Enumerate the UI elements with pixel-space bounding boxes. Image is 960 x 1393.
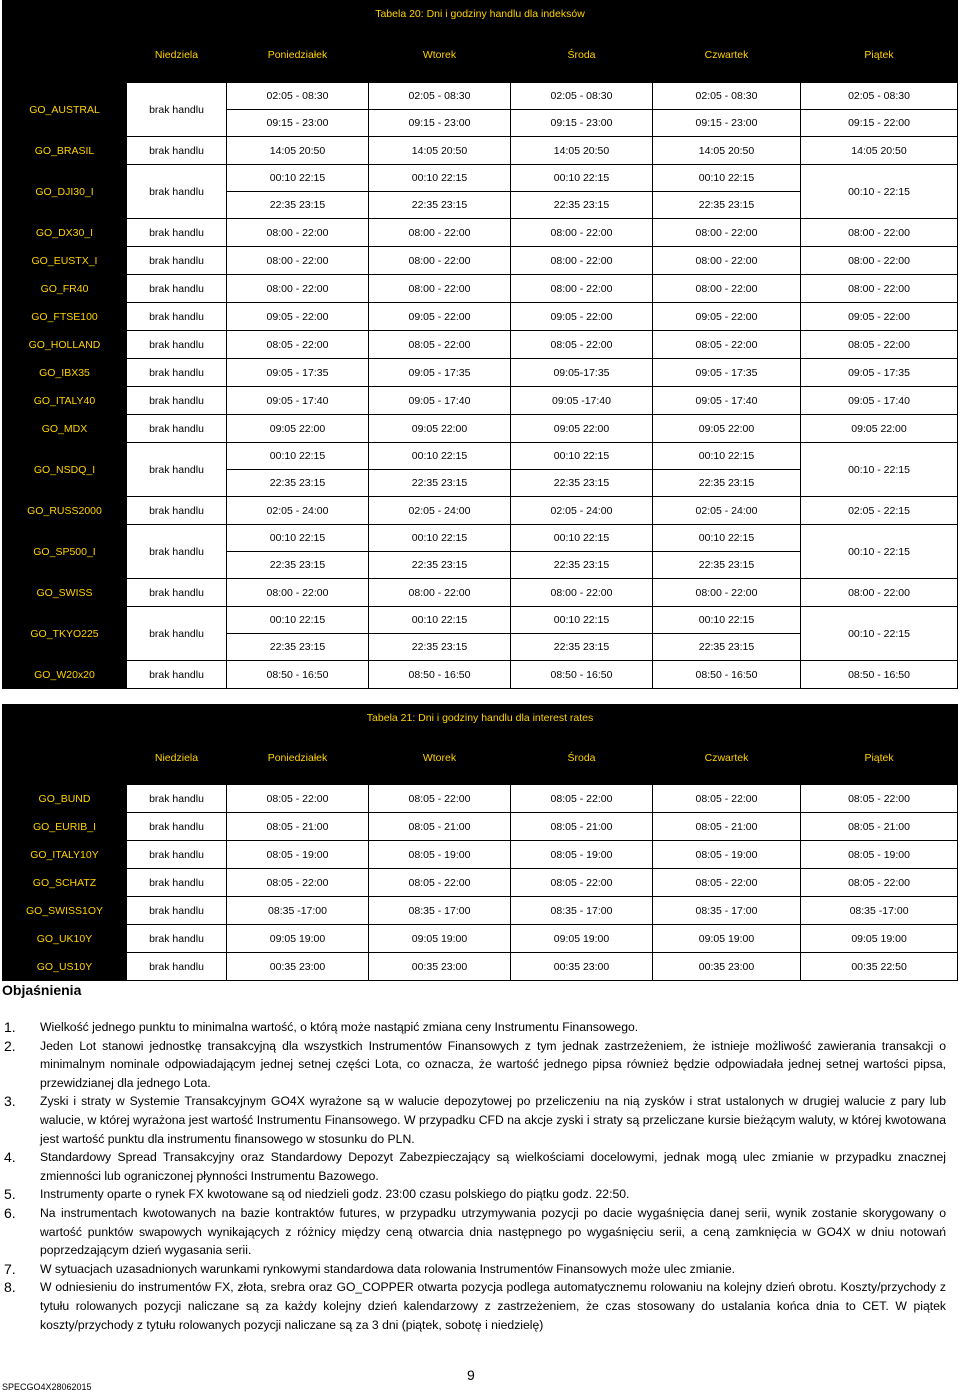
hours-cell: 09:05 - 22:00 (801, 303, 958, 331)
table-row (3, 785, 958, 813)
hours-cell: 08:05 - 22:00 (369, 785, 511, 813)
header-day: Czwartek (653, 732, 801, 785)
hours-cell: 22:35 23:15 (511, 470, 653, 497)
note-number: 8. (4, 1279, 16, 1296)
sunday-cell: brak handlu (127, 579, 227, 607)
instrument-name: GO_ITALY40 (3, 387, 127, 415)
hours-cell: 09:05 - 17:35 (653, 359, 801, 387)
sunday-cell: brak handlu (127, 331, 227, 359)
instrument-name: GO_SWISS1OY (3, 897, 127, 925)
hours-cell: 08:05 - 21:00 (511, 813, 653, 841)
hours-cell: 08:00 - 22:00 (369, 275, 511, 303)
instrument-name: GO_HOLLAND (3, 331, 127, 359)
hours-cell: 00:10 22:15 (369, 607, 511, 634)
hours-cell: 22:35 23:15 (511, 192, 653, 219)
hours-cell: 08:05 - 19:00 (369, 841, 511, 869)
sunday-cell: brak handlu (127, 661, 227, 689)
sunday-cell: brak handlu (127, 869, 227, 897)
table-row (3, 525, 958, 552)
header-day: Czwartek (653, 28, 801, 83)
table-row (3, 953, 958, 981)
hours-cell: 08:35 - 17:00 (369, 897, 511, 925)
header-corner (3, 28, 127, 83)
hours-cell: 09:05 19:00 (653, 925, 801, 953)
table-row (3, 247, 958, 275)
hours-cell: 00:35 23:00 (653, 953, 801, 981)
hours-cell: 02:05 - 08:30 (227, 83, 369, 110)
note-number: 3. (4, 1093, 16, 1110)
table-title: Tabela 21: Dni i godziny handlu dla interest rates (3, 705, 958, 732)
hours-cell: 00:10 22:15 (227, 525, 369, 552)
hours-cell: 08:00 - 22:00 (801, 579, 958, 607)
hours-cell: 22:35 23:15 (511, 552, 653, 579)
table-row (3, 137, 958, 165)
header-day: Poniedziałek (227, 732, 369, 785)
hours-cell: 09:05 - 22:00 (653, 303, 801, 331)
hours-cell: 08:05 - 19:00 (801, 841, 958, 869)
hours-cell: 08:05 - 22:00 (511, 331, 653, 359)
table-row (3, 607, 958, 634)
hours-cell: 22:35 23:15 (653, 552, 801, 579)
hours-cell: 02:05 - 24:00 (653, 497, 801, 525)
instrument-name: GO_SWISS (3, 579, 127, 607)
instrument-name: GO_NSDQ_I (3, 443, 127, 497)
note-item (4, 1260, 946, 1279)
hours-cell: 22:35 23:15 (511, 634, 653, 661)
hours-cell: 22:35 23:15 (369, 192, 511, 219)
hours-cell: 00:10 22:15 (653, 165, 801, 192)
note-item (4, 1092, 946, 1148)
hours-cell: 22:35 23:15 (653, 470, 801, 497)
hours-cell: 00:10 22:15 (511, 165, 653, 192)
table-row (3, 359, 958, 387)
hours-cell: 22:35 23:15 (369, 470, 511, 497)
note-text: Instrumenty oparte o rynek FX kwotowane są od niedzieli godz. 23:00 czasu polskiego do piątku godz. 22:50. (40, 1187, 630, 1202)
hours-cell: 08:00 - 22:00 (801, 275, 958, 303)
sunday-cell: brak handlu (127, 813, 227, 841)
page-number: 9 (467, 1367, 475, 1383)
instrument-name: GO_US10Y (3, 953, 127, 981)
note-item (4, 1204, 946, 1260)
hours-cell: 08:05 - 19:00 (653, 841, 801, 869)
hours-cell: 08:00 - 22:00 (227, 275, 369, 303)
hours-cell: 08:35 -17:00 (227, 897, 369, 925)
hours-cell: 00:35 23:00 (369, 953, 511, 981)
sunday-cell: brak handlu (127, 275, 227, 303)
sunday-cell: brak handlu (127, 219, 227, 247)
sunday-cell: brak handlu (127, 897, 227, 925)
hours-cell: 09:15 - 23:00 (511, 110, 653, 137)
note-number: 5. (4, 1186, 16, 1203)
table-title-row (3, 705, 958, 732)
hours-cell: 08:50 - 16:50 (227, 661, 369, 689)
header-day: Środa (511, 28, 653, 83)
hours-cell: 09:05 - 17:35 (227, 359, 369, 387)
table-title: Tabela 20: Dni i godziny handlu dla indeksów (3, 1, 958, 28)
instrument-name: GO_AUSTRAL (3, 83, 127, 137)
hours-cell: 08:00 - 22:00 (653, 247, 801, 275)
table-row (3, 83, 958, 110)
sunday-cell: brak handlu (127, 443, 227, 497)
note-text: Jeden Lot stanowi jednostkę transakcyjną dla wszystkich Instrumentów Finansowych z tym jednak zastrzeżeniem, że istnieje możliwość zawierania transakcji o minimalnym nominale odpowiadającym jednej setnej części Lota, co oznacza, że wartość jednego pipsa również będzie odpowiadała jednej setnej wartości pipsa, przewidzianej dla jednego Lota. (40, 1038, 946, 1090)
sunday-cell: brak handlu (127, 925, 227, 953)
hours-cell: 08:05 - 22:00 (227, 869, 369, 897)
hours-cell: 08:00 - 22:00 (511, 275, 653, 303)
table-row (3, 331, 958, 359)
hours-cell: 09:05 - 17:40 (227, 387, 369, 415)
hours-cell: 08:35 - 17:00 (511, 897, 653, 925)
sunday-cell: brak handlu (127, 83, 227, 137)
note-item (4, 1018, 946, 1037)
hours-cell: 08:05 - 22:00 (801, 785, 958, 813)
instrument-name: GO_EURIB_I (3, 813, 127, 841)
hours-cell: 00:10 22:15 (227, 443, 369, 470)
hours-cell: 22:35 23:15 (369, 552, 511, 579)
table-title-row (3, 1, 958, 28)
hours-cell: 08:00 - 22:00 (227, 247, 369, 275)
note-item (4, 1185, 946, 1204)
header-day: Środa (511, 732, 653, 785)
hours-cell: 08:00 - 22:00 (801, 219, 958, 247)
hours-cell: 09:05 22:00 (369, 415, 511, 443)
hours-cell: 08:05 - 21:00 (801, 813, 958, 841)
sunday-cell: brak handlu (127, 785, 227, 813)
hours-cell: 00:35 23:00 (511, 953, 653, 981)
hours-cell: 08:05 - 21:00 (369, 813, 511, 841)
hours-cell: 09:05 19:00 (511, 925, 653, 953)
hours-cell: 22:35 23:15 (653, 192, 801, 219)
note-number: 4. (4, 1149, 16, 1166)
hours-cell: 14:05 20:50 (801, 137, 958, 165)
hours-cell: 02:05 - 24:00 (227, 497, 369, 525)
note-number: 7. (4, 1260, 16, 1277)
friday-cell: 00:10 - 22:15 (801, 525, 958, 579)
hours-cell: 08:05 - 22:00 (653, 785, 801, 813)
table-row (3, 813, 958, 841)
hours-cell: 08:50 - 16:50 (511, 661, 653, 689)
hours-cell: 08:05 - 22:00 (511, 785, 653, 813)
hours-cell: 00:10 22:15 (653, 443, 801, 470)
instrument-name: GO_BUND (3, 785, 127, 813)
hours-cell: 22:35 23:15 (653, 634, 801, 661)
instrument-name: GO_FTSE100 (3, 303, 127, 331)
friday-cell: 00:10 - 22:15 (801, 165, 958, 219)
table-row (3, 165, 958, 192)
friday-cell: 00:10 - 22:15 (801, 443, 958, 497)
hours-cell: 22:35 23:15 (369, 634, 511, 661)
table-row (3, 925, 958, 953)
hours-cell: 08:00 - 22:00 (227, 579, 369, 607)
table-row (3, 897, 958, 925)
hours-cell: 02:05 - 08:30 (653, 83, 801, 110)
hours-cell: 08:00 - 22:00 (369, 579, 511, 607)
header-day: Wtorek (369, 732, 511, 785)
hours-cell: 00:10 22:15 (653, 607, 801, 634)
hours-cell: 08:05 - 22:00 (801, 331, 958, 359)
hours-cell: 00:10 22:15 (511, 443, 653, 470)
header-row (3, 732, 958, 785)
sunday-cell: brak handlu (127, 607, 227, 661)
hours-cell: 09:05 22:00 (801, 415, 958, 443)
sunday-cell: brak handlu (127, 137, 227, 165)
instrument-name: GO_EUSTX_I (3, 247, 127, 275)
instrument-name: GO_MDX (3, 415, 127, 443)
note-text: Standardowy Spread Transakcyjny oraz Standardowy Depozyt Zabezpieczający są wielkościami docelowymi, jednak mogą ulec zmianie w przypadku znacznej zmienności lub ograniczonej płynności Instrumentu Bazowego. (40, 1150, 946, 1183)
hours-cell: 09:05 22:00 (511, 415, 653, 443)
table-interest-rates (2, 704, 958, 981)
hours-cell: 08:05 - 19:00 (511, 841, 653, 869)
instrument-name: GO_DX30_I (3, 219, 127, 247)
hours-cell: 08:05 - 22:00 (511, 869, 653, 897)
hours-cell: 09:05 19:00 (369, 925, 511, 953)
hours-cell: 08:00 - 22:00 (511, 219, 653, 247)
table-row (3, 579, 958, 607)
table-row (3, 219, 958, 247)
sunday-cell: brak handlu (127, 841, 227, 869)
hours-cell: 00:35 22:50 (801, 953, 958, 981)
hours-cell: 14:05 20:50 (653, 137, 801, 165)
hours-cell: 08:05 - 22:00 (653, 869, 801, 897)
instrument-name: GO_W20x20 (3, 661, 127, 689)
hours-cell: 08:05 - 21:00 (227, 813, 369, 841)
hours-cell: 09:05 19:00 (801, 925, 958, 953)
note-number: 2. (4, 1037, 16, 1054)
instrument-name: GO_DJI30_I (3, 165, 127, 219)
note-number: 1. (4, 1019, 16, 1035)
hours-cell: 02:05 - 08:30 (511, 83, 653, 110)
hours-cell: 09:15 - 23:00 (227, 110, 369, 137)
hours-cell: 00:10 22:15 (653, 525, 801, 552)
sunday-cell: brak handlu (127, 415, 227, 443)
header-day: Piątek (801, 732, 958, 785)
friday-cell: 00:10 - 22:15 (801, 607, 958, 661)
instrument-name: GO_BRASIL (3, 137, 127, 165)
header-row (3, 28, 958, 83)
header-corner (3, 732, 127, 785)
note-item (4, 1278, 946, 1334)
note-text: Wielkość jednego punktu to minimalna wartość, o którą może nastąpić zmiana ceny Instrumentu Finansowego. (40, 1020, 639, 1034)
hours-cell: 08:50 - 16:50 (653, 661, 801, 689)
hours-cell: 09:05 - 22:00 (369, 303, 511, 331)
hours-cell: 08:00 - 22:00 (653, 579, 801, 607)
hours-cell: 02:05 - 24:00 (369, 497, 511, 525)
hours-cell: 02:05 - 24:00 (511, 497, 653, 525)
note-item (4, 1037, 946, 1093)
hours-cell: 09:05 - 22:00 (511, 303, 653, 331)
hours-cell: 00:10 22:15 (369, 165, 511, 192)
instrument-name: GO_IBX35 (3, 359, 127, 387)
table-row (3, 387, 958, 415)
table-row (3, 661, 958, 689)
table-row (3, 275, 958, 303)
hours-cell: 09:15 - 23:00 (653, 110, 801, 137)
hours-cell: 08:05 - 22:00 (227, 331, 369, 359)
hours-cell: 08:00 - 22:00 (369, 219, 511, 247)
header-day: Wtorek (369, 28, 511, 83)
note-number: 6. (4, 1204, 16, 1221)
sunday-cell: brak handlu (127, 387, 227, 415)
hours-cell: 00:10 22:15 (369, 443, 511, 470)
note-item (4, 1148, 946, 1185)
note-text: W sytuacjach uzasadnionych warunkami rynkowymi standardowa data rolowania Instrumentów Finansowych może ulec zmianie. (40, 1261, 736, 1276)
instrument-name: GO_ITALY10Y (3, 841, 127, 869)
hours-cell: 22:35 23:15 (227, 192, 369, 219)
hours-cell: 08:00 - 22:00 (653, 275, 801, 303)
table-row (3, 497, 958, 525)
hours-cell: 00:10 22:15 (227, 607, 369, 634)
header-day: Piątek (801, 28, 958, 83)
hours-cell: 00:10 22:15 (369, 525, 511, 552)
hours-cell: 09:05-17:35 (511, 359, 653, 387)
sunday-cell: brak handlu (127, 359, 227, 387)
hours-cell: 09:05 -17:40 (511, 387, 653, 415)
hours-cell: 14:05 20:50 (369, 137, 511, 165)
explanations-list (4, 1018, 946, 1334)
sunday-cell: brak handlu (127, 497, 227, 525)
hours-cell: 08:05 - 22:00 (369, 331, 511, 359)
table-row (3, 303, 958, 331)
hours-cell: 08:00 - 22:00 (511, 579, 653, 607)
document-code: SPECGO4X28062015 (2, 1382, 92, 1392)
hours-cell: 08:05 - 22:00 (653, 331, 801, 359)
hours-cell: 09:05 - 22:00 (227, 303, 369, 331)
instrument-name: GO_RUSS2000 (3, 497, 127, 525)
hours-cell: 08:00 - 22:00 (227, 219, 369, 247)
hours-cell: 09:15 - 23:00 (369, 110, 511, 137)
hours-cell: 09:05 - 17:40 (801, 387, 958, 415)
hours-cell: 14:05 20:50 (227, 137, 369, 165)
table-indices (2, 0, 958, 689)
instrument-name: GO_SP500_I (3, 525, 127, 579)
note-text: W odniesieniu do instrumentów FX, złota, srebra oraz GO_COPPER otwarta pozycja podlega automatycznemu rolowaniu na kolejny dzień obrotu. Koszty/przychody z tytułu rolowanych pozycji naliczane są za każdy kolejny dzień kalendarzowy z zastrzeżeniem, że czas stosowany do ustalania końca dnia to CET. W piątek koszty/przychody z tytułu rolowanych pozycji naliczane są za 3 dni (piątek, sobotę i niedzielę) (40, 1280, 946, 1332)
hours-cell: 09:05 22:00 (653, 415, 801, 443)
hours-cell: 09:05 - 17:35 (801, 359, 958, 387)
instrument-name: GO_SCHATZ (3, 869, 127, 897)
hours-cell: 08:05 - 19:00 (227, 841, 369, 869)
hours-cell: 08:05 - 22:00 (227, 785, 369, 813)
hours-cell: 02:05 - 08:30 (369, 83, 511, 110)
header-day: Niedziela (127, 732, 227, 785)
hours-cell: 00:35 23:00 (227, 953, 369, 981)
hours-cell: 08:00 - 22:00 (801, 247, 958, 275)
hours-cell: 09:05 - 17:40 (369, 387, 511, 415)
hours-cell: 08:35 -17:00 (801, 897, 958, 925)
sunday-cell: brak handlu (127, 247, 227, 275)
hours-cell: 09:05 - 17:40 (653, 387, 801, 415)
hours-cell: 09:05 22:00 (227, 415, 369, 443)
note-text: Na instrumentach kwotowanych na bazie kontraktów futures, w przypadku utrzymywania pozycji po dacie wygaśnięcia danej serii, wynik zostanie skorygowany o wartość punktów swapowych wynikających z różnicy między ceną otwarcia dnia następnego po wygaśnięciu serii, a ceną zamknięcia w GO4X w dniu notowań poprzedzającym dzień wygasania serii. (40, 1205, 946, 1258)
table-row (3, 869, 958, 897)
hours-cell: 00:10 22:15 (511, 525, 653, 552)
hours-cell: 08:05 - 21:00 (653, 813, 801, 841)
hours-cell: 08:50 - 16:50 (801, 661, 958, 689)
hours-cell: 08:50 - 16:50 (369, 661, 511, 689)
hours-cell: 08:05 - 22:00 (369, 869, 511, 897)
hours-cell: 00:10 22:15 (227, 165, 369, 192)
hours-cell: 22:35 23:15 (227, 470, 369, 497)
explanations-title: Objaśnienia (2, 982, 82, 998)
hours-cell: 09:05 - 17:35 (369, 359, 511, 387)
hours-cell: 08:00 - 22:00 (511, 247, 653, 275)
instrument-name: GO_TKYO225 (3, 607, 127, 661)
hours-cell: 02:05 - 08:30 (801, 83, 958, 110)
table-row (3, 415, 958, 443)
table-row (3, 443, 958, 470)
hours-cell: 09:05 19:00 (227, 925, 369, 953)
sunday-cell: brak handlu (127, 525, 227, 579)
sunday-cell: brak handlu (127, 165, 227, 219)
instrument-name: GO_UK10Y (3, 925, 127, 953)
hours-cell: 08:05 - 22:00 (801, 869, 958, 897)
header-day: Poniedziałek (227, 28, 369, 83)
hours-cell: 08:00 - 22:00 (369, 247, 511, 275)
note-text: Zyski i straty w Systemie Transakcyjnym GO4X wyrażone są w walucie depozytowej po przeliczeniu na nią zysków i strat ustalonych w drugiej walucie z pary lub walucie, w której wyrażona jest wartość Instrumentu Finansowego. W przypadku CFD na akcje zyski i straty są przeliczane kursie bieżącym waluty, w której kwotowana jest wartość punktu dla instrumentu finansowego w stosunku do PLN. (40, 1094, 946, 1146)
hours-cell: 08:00 - 22:00 (653, 219, 801, 247)
hours-cell: 00:10 22:15 (511, 607, 653, 634)
header-day: Niedziela (127, 28, 227, 83)
instrument-name: GO_FR40 (3, 275, 127, 303)
hours-cell: 22:35 23:15 (227, 634, 369, 661)
hours-cell: 22:35 23:15 (227, 552, 369, 579)
table-row (3, 841, 958, 869)
hours-cell: 02:05 - 22:15 (801, 497, 958, 525)
hours-cell: 14:05 20:50 (511, 137, 653, 165)
hours-cell: 09:15 - 22:00 (801, 110, 958, 137)
hours-cell: 08:35 - 17:00 (653, 897, 801, 925)
sunday-cell: brak handlu (127, 953, 227, 981)
sunday-cell: brak handlu (127, 303, 227, 331)
